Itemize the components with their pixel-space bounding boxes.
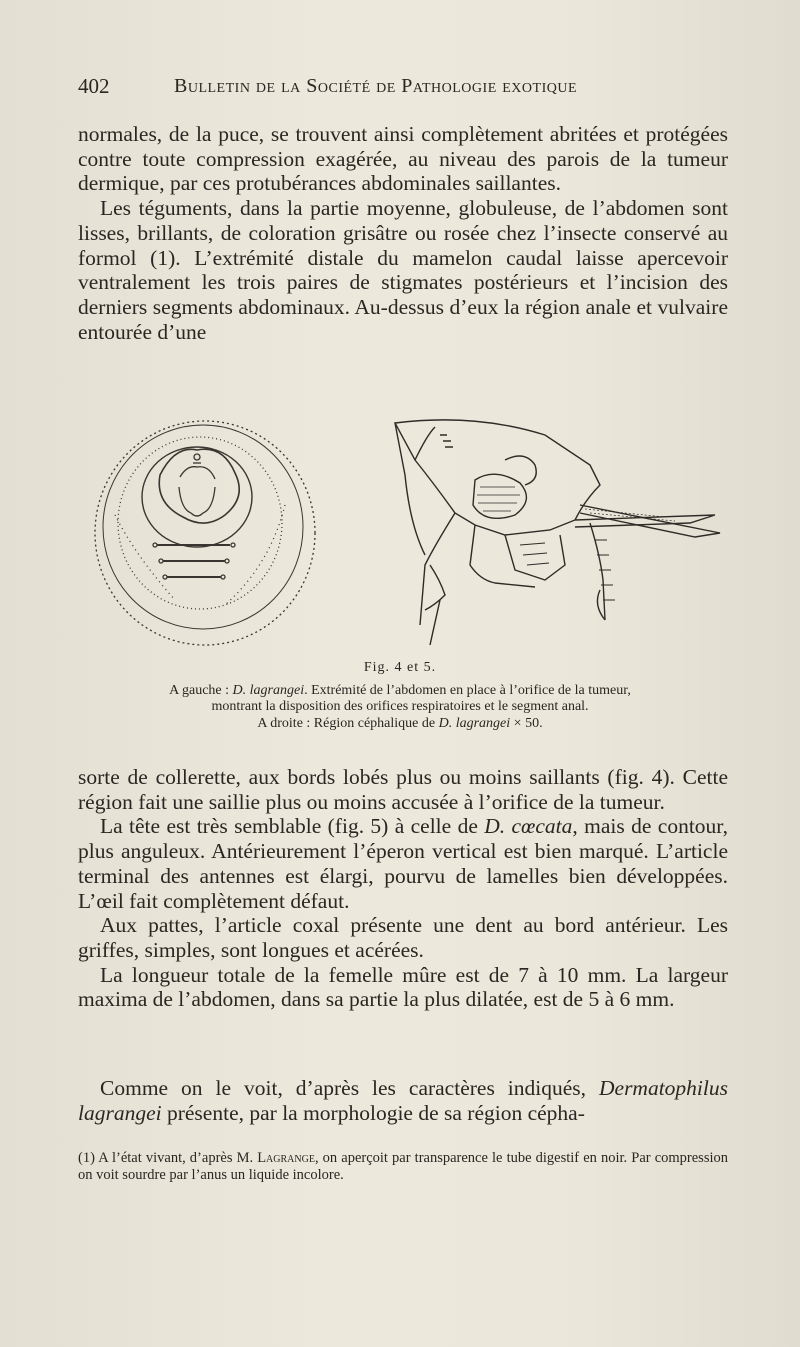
footnote-text: [78, 1150, 728, 1184]
caption-line-3: [60, 716, 740, 733]
paragraph-7-suffix: présente, par la morphologie de sa région cépha-: [161, 1100, 585, 1125]
paragraph-1: normales, de la puce, se trouvent ainsi complètement abritées et protégées contre toute compression exagérée, au niveau des parois de la tumeur dermique, par ces protubérances abdominales saillantes.: [78, 122, 728, 196]
body-text-middle: [78, 765, 728, 1012]
caption-line-3-prefix: A droite : Région céphalique de: [257, 715, 439, 731]
footnote-suffix: , on aperçoit par transparence le tube digestif en noir. Par compression on voit sourdre par l’anus un liquide incolore.: [78, 1150, 728, 1183]
paragraph-4: [78, 814, 728, 913]
paragraph-4-prefix: La tête est très semblable (fig. 5) à celle de: [100, 814, 485, 839]
figure-5-head-drawing: [75, 405, 735, 660]
caption-line-3-suffix: × 50.: [510, 715, 543, 731]
footnote-prefix: (1) A l’état vivant, d’après M.: [78, 1150, 258, 1166]
paragraph-2: Les téguments, dans la partie moyenne, globuleuse, de l’abdomen sont lisses, brillants, de coloration grisâtre ou rosée chez l’insecte conservé au formol (1). L’extrémité distale du mamelon caudal laisse apercevoir ventralement les trois paires de stigmates postérieurs et l’incision des derniers segments abdominaux. Au-dessus d’eux la région anale et vulvaire entourée d’une: [78, 196, 728, 344]
page-number: 402: [78, 74, 110, 98]
paragraph-6: La longueur totale de la femelle mûre est de 7 à 10 mm. La largeur maxima de l’abdomen, dans sa partie la plus dilatée, est de 5 à 6 mm.: [78, 962, 728, 1012]
paragraph-4-suffix: , mais de contour, plus anguleux. Antérieurement l’éperon vertical est bien marqué. L’article terminal des antennes est élargi, pourvu de lamelles bien développées. L’œil fait complètement défaut.: [78, 814, 728, 913]
journal-title: Bulletin de la Société de Pathologie exotique: [174, 75, 578, 97]
body-text-bottom: [78, 1076, 728, 1125]
figure-caption: [60, 660, 740, 732]
paragraph-5: Aux pattes, l’article coxal présente une dent au bord antérieur. Les griffes, simples, sont longues et acérées.: [78, 913, 728, 962]
paragraph-7-prefix: Comme on le voit, d’après les caractères indiqués,: [100, 1076, 599, 1100]
paragraph-4-species: D. cœcata: [484, 814, 573, 839]
caption-line-1: [60, 683, 740, 700]
body-text-top: [78, 122, 728, 344]
caption-line-1-suffix: . Extrémité de l’abdomen en place à l’orifice de la tumeur,: [304, 682, 631, 698]
footnote: [78, 1150, 728, 1184]
caption-line-1-species: D. lagrangei: [232, 682, 305, 698]
running-head: [78, 74, 728, 104]
caption-line-2: montrant la disposition des orifices respiratoires et le segment anal.: [211, 699, 589, 714]
footnote-author: Lagrange: [257, 1150, 315, 1166]
caption-line-1-prefix: A gauche :: [169, 682, 233, 698]
paragraph-3: sorte de collerette, aux bords lobés plus ou moins saillants (fig. 4). Cette région fait une saillie plus ou moins accusée à l’orifice de la tumeur.: [78, 765, 728, 814]
paragraph-7: [78, 1076, 728, 1125]
figure-label: Fig. 4 et 5.: [363, 660, 437, 675]
paragraph-7-species: Dermatophilus lagrangei: [78, 1076, 728, 1125]
figure-4-5: [75, 405, 735, 660]
caption-line-3-species: D. lagrangei: [438, 715, 511, 731]
